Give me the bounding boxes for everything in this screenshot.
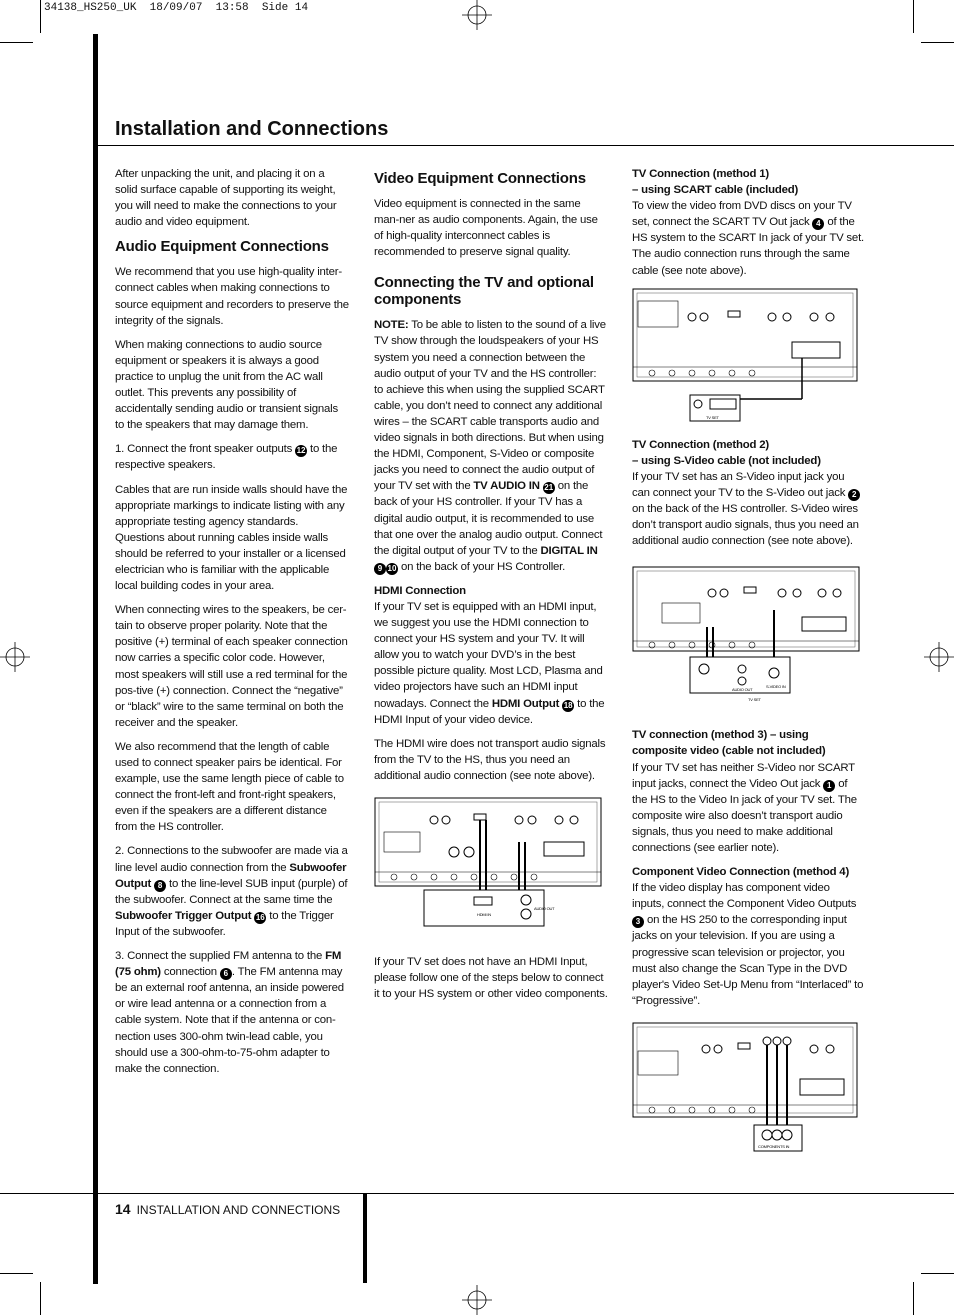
method-1-heading: TV Connection (method 1) bbox=[632, 168, 769, 180]
callout-number-icon: 21 bbox=[544, 483, 554, 493]
paragraph: We also recommend that the length of cable used to connect speaker pairs be identical. For example, use the same length piece of cable to connect the front-left and front-right speakers, even if the speakers are a different distance from the HS controller. bbox=[115, 740, 344, 834]
callout-number-icon: 12 bbox=[296, 446, 306, 456]
fig-label: HDMI IN bbox=[477, 912, 491, 917]
hdmi-paragraph: If your TV set is equipped with an HDMI input, we suggest you use the HDMI connection to connect your HS system and your TV. It will allow you to watch your DVD’s in the best possible picture quality. Most LCD, Plasma and video projectors have such an HDMI input nowadays. Connect the HDMI Output 18 to the HDMI Input of your video device. bbox=[374, 600, 605, 726]
callout-number-icon: 2 bbox=[848, 489, 860, 501]
method-2-subheading: – using S-Video cable (not included) bbox=[632, 454, 821, 467]
callout-number-icon: 3 bbox=[632, 916, 644, 928]
method-3-heading: TV connection (method 3) – using bbox=[632, 729, 809, 742]
hdmi-heading: HDMI Connection bbox=[374, 584, 466, 597]
paragraph: Cables that are run inside walls should have the appropriate markings to indicate listing with any appropriate testing agency standards. Questions about running cables inside walls should be referred to your installer or a licensed electrician who is familiar with the applicable local building codes in your area. bbox=[115, 483, 348, 593]
paragraph: When connecting wires to the speakers, be cer-tain to observe proper polarity. Note that the positive (+) terminal of each speaker connection now carries a specific color code. However, most speakers will still use a red terminal for the pos-tive (+) connection. Connect the “negative” or “black” wire to the same terminal on both the receiver and the speaker. bbox=[115, 604, 348, 729]
component-connection-diagram bbox=[632, 1021, 860, 1155]
method-2-heading: TV Connection (method 2) bbox=[632, 438, 769, 451]
column-3 bbox=[632, 166, 864, 1177]
footer-rule bbox=[365, 1193, 954, 1194]
crop-mark bbox=[913, 1282, 914, 1315]
footer-rule bbox=[0, 1193, 365, 1194]
audio-heading: Audio Equipment Connections bbox=[115, 238, 329, 256]
step-1: 1. Connect the front speaker outputs 12 to the respective speakers. bbox=[115, 443, 338, 472]
callout-number-icon: 6 bbox=[220, 968, 232, 980]
fig-label: AUDIO OUT bbox=[732, 687, 753, 693]
crop-mark bbox=[921, 1273, 954, 1274]
crop-mark bbox=[921, 42, 954, 43]
paragraph: Video equipment is connected in the same man-ner as audio components. Again, the use of high-quality interconnect cables is recommended to preserve signal quality. bbox=[374, 198, 598, 259]
crop-mark bbox=[0, 1273, 33, 1274]
paragraph: When making connections to audio source equipment or speakers it is always a good practice to unplug the unit from the AC wall outlet. This prevents any possibility of accidentally sending audio or transient signals to the speakers that may damage them. bbox=[115, 338, 338, 432]
method-1-subheading: – using SCART cable (included) bbox=[632, 184, 799, 197]
paragraph: If your TV set does not have an HDMI Input, please follow one of the steps below to connect it to your HS system or other video components. bbox=[374, 956, 608, 1001]
callout-number-icon: 1 bbox=[823, 780, 835, 792]
paragraph: The HDMI wire does not transport audio signals from the TV to the HS, thus you need an additional audio connection (see note above). bbox=[374, 737, 606, 782]
callout-number-icon: 18 bbox=[563, 700, 573, 710]
method-4-heading: Component Video Connection (method 4) bbox=[632, 866, 850, 879]
method-3-paragraph: If your TV set has neither S-Video nor SCART input jacks, connect the Video Out jack 1 of the HS to the Video In jack of your TV set. The composite wire also doesn’t transport audio signals, thus you need to make additional connections (see earlier note). bbox=[632, 761, 857, 854]
column-1 bbox=[115, 166, 349, 1085]
crop-mark bbox=[913, 0, 914, 33]
page-title: Installation and Connections bbox=[115, 118, 389, 140]
footer-section: INSTALLATION AND CONNECTIONS bbox=[136, 1203, 341, 1217]
fig-label: AUDIO OUT bbox=[534, 906, 555, 911]
scart-connection-diagram bbox=[632, 287, 860, 427]
callout-number-icon: 16 bbox=[255, 912, 265, 922]
video-heading: Video Equipment Connections bbox=[374, 170, 586, 187]
page-number: 14 bbox=[115, 1201, 131, 1217]
callout-number-icon: 4 bbox=[812, 218, 824, 230]
page-footer bbox=[115, 1201, 340, 1217]
step-3: 3. Connect the supplied FM antenna to the FM (75 ohm) connection 6 . The FM antenna may be an external roof antenna, an inside powered or wire lead antenna or a connection from a cable system. Note that if the antenna or con-nection uses 300-ohm twin-lead cable, you should use a 300-ohm-to-75-ohm adapter to make the connection. bbox=[115, 950, 344, 1075]
method-1-paragraph: To view the video from DVD discs on your TV set, connect the SCART TV Out jack 4 of the HS system to the SCART In jack of your TV set. The audio connection runs through the same cable (see note above). bbox=[632, 200, 864, 277]
svideo-connection-diagram bbox=[632, 565, 860, 705]
registration-mark-icon bbox=[924, 642, 954, 672]
note-paragraph: NOTE: To be able to listen to the sound of a live TV show through the loudspeakers of your HS system you need a connection between the audio output of your TV and the HS controller: to achieve this when using the supplied SCART cable, you don’t need to connect any additional wires – the SCART cable transports audio and video signals in both directions. But when using the HDMI, Component, S-Video or composite jacks you need to connect the audio output of your TV set with the TV AUDIO IN 21 on the back of your HS controller. If your TV has a digital audio output, it is recommended to use that one over the analog audio output. Connect the digital output of your TV to the DIGITAL IN 9 10 on the back of your HS Controller. bbox=[374, 319, 606, 573]
callout-number-icon: 9 bbox=[374, 563, 386, 575]
method-2-paragraph: If your TV set has an S-Video input jack you can connect your TV to the S-Video out jack 2 on the back of the HS controller. S-Video wires don’t transport audio signals, thus you need an additional audio connection (see note above). bbox=[632, 470, 859, 548]
page-edge-bar bbox=[93, 34, 98, 1284]
intro-paragraph: After unpacking the unit, and placing it on a solid surface capable of supporting its weight, you will need to make the connections to your audio and video equipment. bbox=[115, 168, 337, 229]
method-3-subheading: composite video (cable not included) bbox=[632, 745, 826, 758]
fig-label: TV SET bbox=[748, 697, 761, 703]
callout-number-icon: 10 bbox=[387, 563, 397, 573]
fig-label: S-VIDEO IN bbox=[766, 684, 786, 690]
callout-number-icon: 8 bbox=[154, 880, 166, 892]
crop-mark bbox=[40, 1282, 41, 1315]
registration-mark-icon bbox=[0, 642, 30, 672]
hdmi-connection-diagram bbox=[374, 792, 602, 932]
fig-label: COMPONENTS IN bbox=[758, 1143, 790, 1149]
step-2: 2. Connections to the subwoofer are made via a line level audio connection from the Subwoofer Output 8 to the line-level SUB input (purple) of the subwoofer. Connect at the same time the Subwoofer Trigger Output 16 to the Trigger Input of the subwoofer. bbox=[115, 845, 348, 938]
registration-mark-icon bbox=[462, 1285, 492, 1315]
crop-mark bbox=[40, 0, 41, 33]
paragraph: We recommend that you use high-quality inter-connect cables when making connections to source equipment and recorders to preserve the integrity of the signals. bbox=[115, 266, 349, 327]
fig-label: TV SET bbox=[706, 414, 719, 420]
footer-bar bbox=[363, 1193, 367, 1283]
method-4-paragraph: If the video display has component video inputs, connect the Component Video Outputs 3 on the HS 250 to the corresponding input jacks on your television. If you are using a progressive scan television or projector, you must also change the Scan Type in the DVD player's Video Set-Up Menu from “Interlaced” to “Progressive”. bbox=[632, 882, 864, 1007]
registration-mark-icon bbox=[462, 0, 492, 30]
print-slug: 34138_HS250_UK 18/09/07 13:58 Side 14 bbox=[44, 2, 309, 14]
title-rule bbox=[97, 145, 954, 146]
column-2 bbox=[374, 166, 608, 1010]
tv-heading: Connecting the TV and optional components bbox=[374, 274, 594, 309]
crop-mark bbox=[0, 42, 33, 43]
